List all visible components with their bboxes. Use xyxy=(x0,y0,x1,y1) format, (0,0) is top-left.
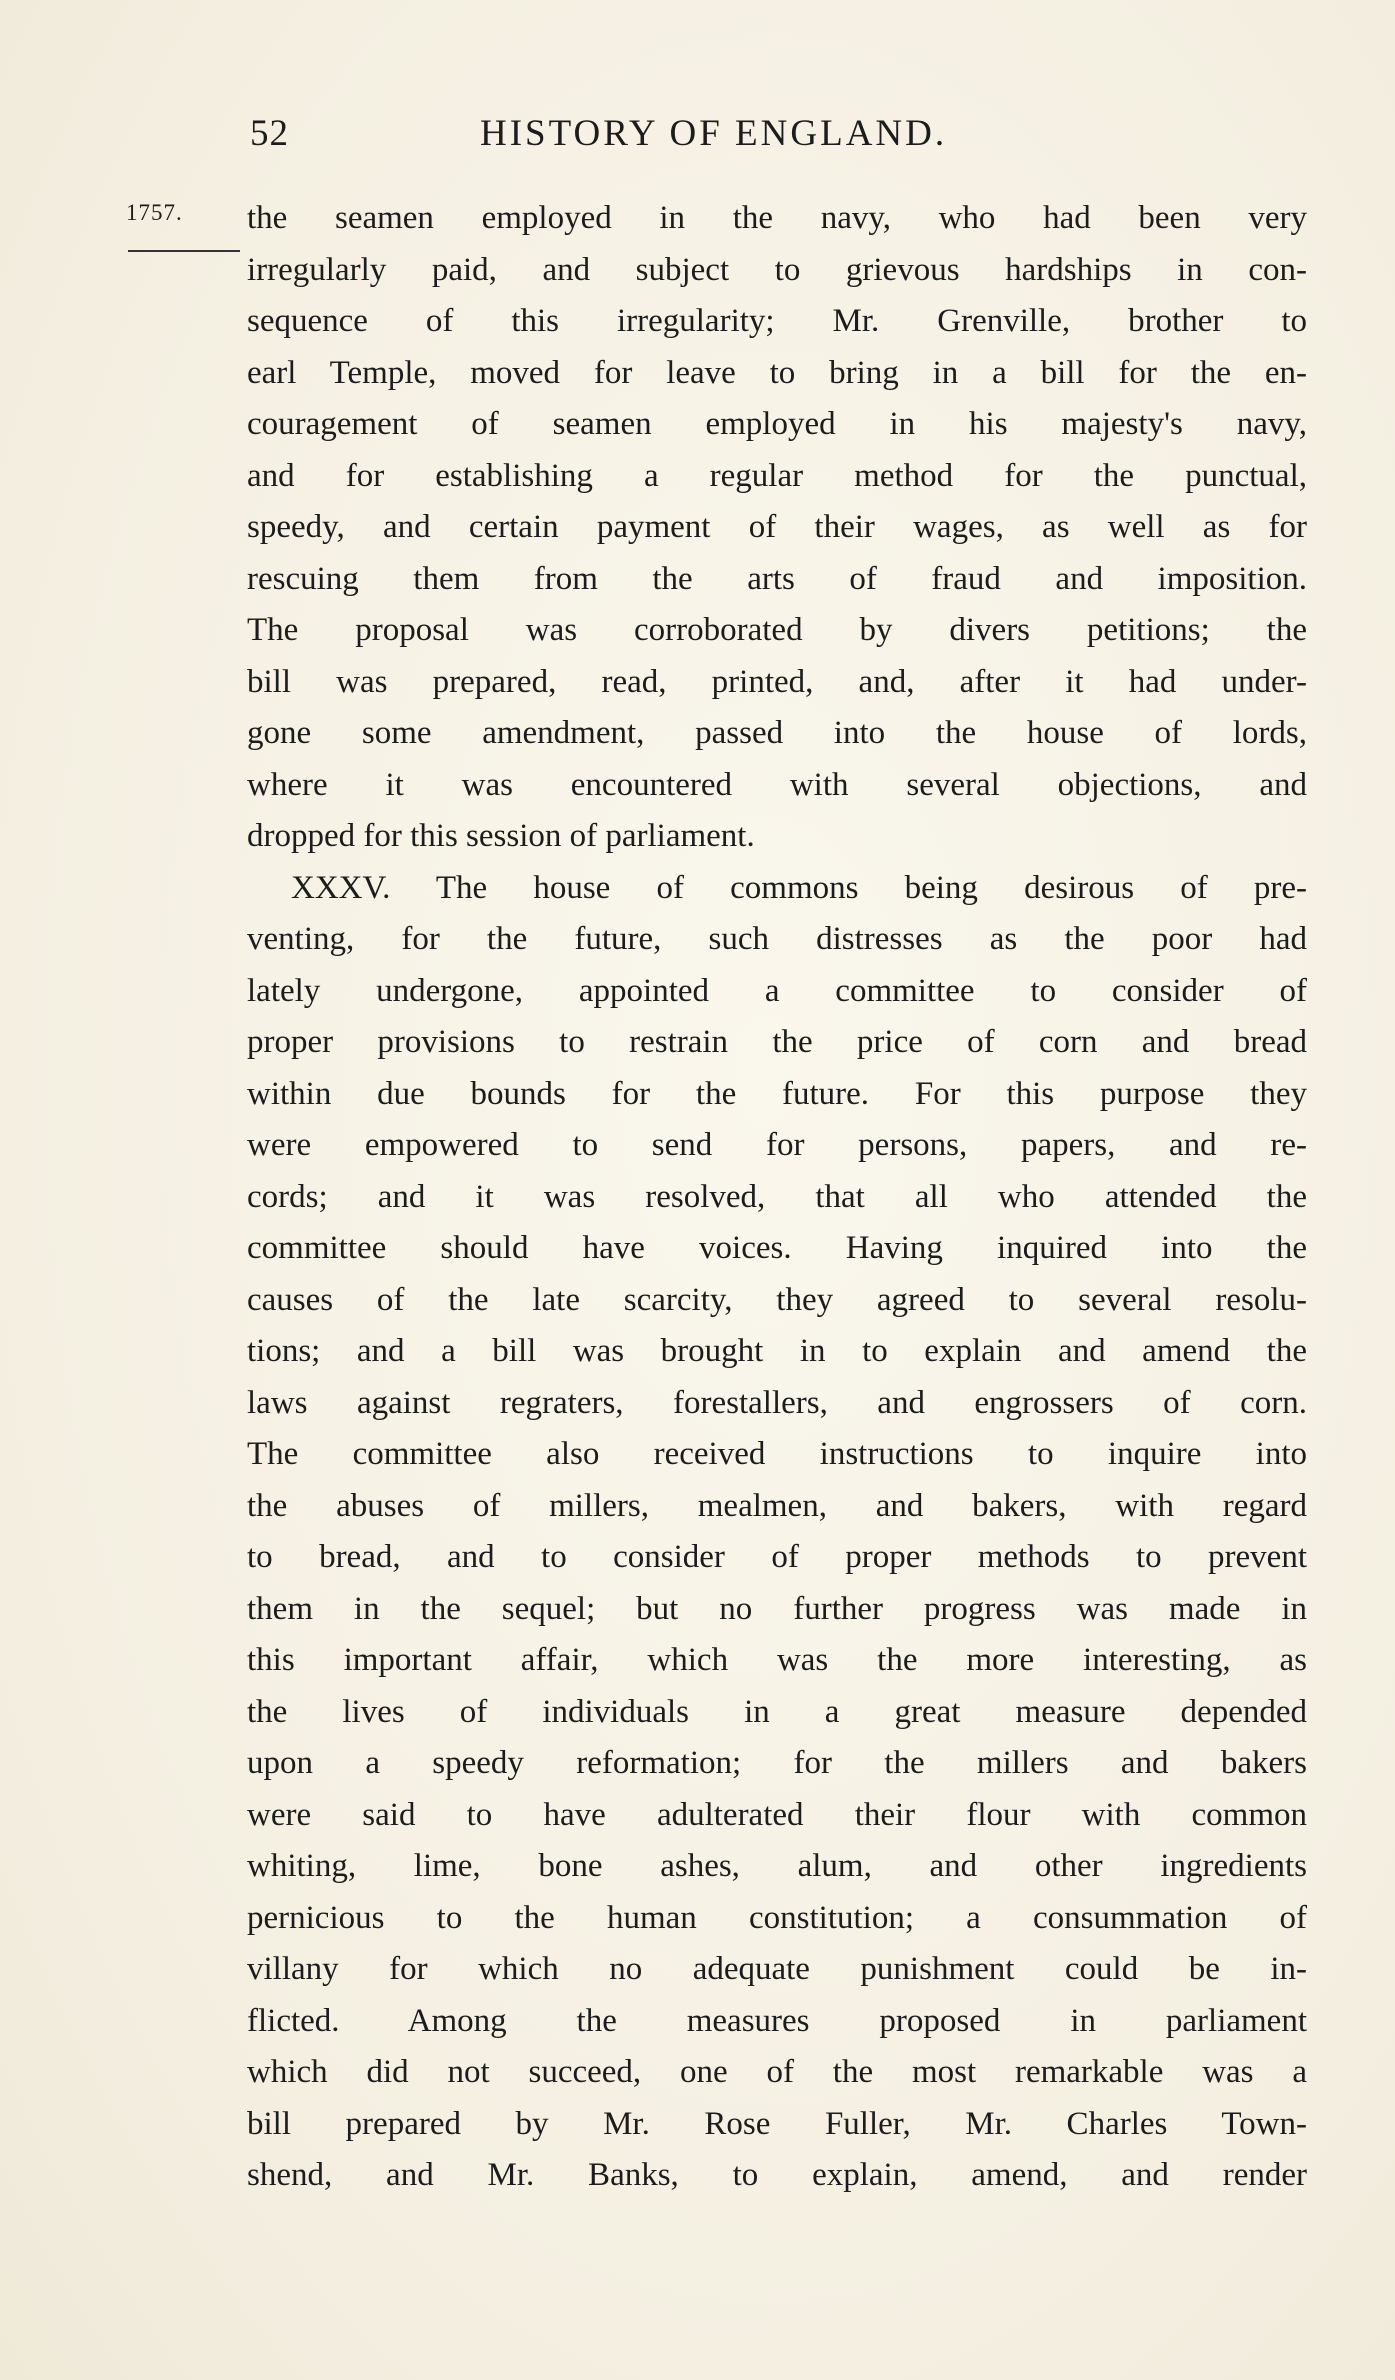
text-line: gone some amendment, passed into the house of lords, xyxy=(247,715,1307,751)
text-line: cords; and it was resolved, that all who attended the xyxy=(247,1178,1307,1215)
text-line: were said to have adulterated their flour with common xyxy=(247,1796,1307,1833)
text-line: the lives of individuals in a great measure depended xyxy=(247,1693,1307,1730)
text-line: whiting, lime, bone ashes, alum, and other ingredients xyxy=(247,1848,1307,1884)
text-line: shend, and Mr. Banks, to explain, amend, and render xyxy=(247,2157,1307,2193)
text-line: upon a speedy reformation; for the millers and bakers xyxy=(247,1745,1307,1781)
text-line: The proposal was corroborated by divers petitions; the xyxy=(247,612,1307,648)
running-title: HISTORY OF ENGLAND. xyxy=(480,113,948,154)
text-line: and for establishing a regular method for the punctual, xyxy=(247,457,1307,494)
text-line: to bread, and to consider of proper methods to prevent xyxy=(247,1539,1307,1575)
text-line: venting, for the future, such distresses as the poor had xyxy=(247,921,1307,957)
text-line: causes of the late scarcity, they agreed to several resolu- xyxy=(247,1281,1307,1318)
text-line: them in the sequel; but no further progress was made in xyxy=(247,1590,1307,1627)
text-line: villany for which no adequate punishment could be in- xyxy=(247,1951,1307,1987)
text-line: where it was encountered with several objections, and xyxy=(247,766,1307,803)
text-line: sequence of this irregularity; Mr. Grenville, brother to xyxy=(247,303,1307,339)
text-line: irregularly paid, and subject to grievous hardships in con- xyxy=(247,251,1307,288)
body-text xyxy=(247,193,1307,2202)
text-line: flicted. Among the measures proposed in parliament xyxy=(247,2002,1307,2039)
margin-year-note: 1757. xyxy=(126,200,183,225)
text-line: the abuses of millers, mealmen, and bakers, with regard xyxy=(247,1487,1307,1524)
running-head xyxy=(250,112,1080,162)
text-line: earl Temple, moved for leave to bring in a bill for the en- xyxy=(247,354,1307,391)
text-line: the seamen employed in the navy, who had been very xyxy=(247,200,1307,236)
text-line-paragraph-end: dropped for this session of parliament. xyxy=(247,818,755,854)
text-line: bill prepared by Mr. Rose Fuller, Mr. Charles Town- xyxy=(247,2105,1307,2142)
text-line: couragement of seamen employed in his majesty's navy, xyxy=(247,406,1307,442)
text-line: The committee also received instructions to inquire into xyxy=(247,1436,1307,1472)
text-line: this important affair, which was the more interesting, as xyxy=(247,1642,1307,1678)
margin-rule xyxy=(128,250,240,252)
text-line: which did not succeed, one of the most remarkable was a xyxy=(247,2054,1307,2090)
text-line: were empowered to send for persons, papers, and re- xyxy=(247,1127,1307,1163)
text-line: speedy, and certain payment of their wages, as well as for xyxy=(247,509,1307,545)
text-line: laws against regraters, forestallers, and engrossers of corn. xyxy=(247,1384,1307,1421)
text-line: proper provisions to restrain the price of corn and bread xyxy=(247,1024,1307,1060)
text-line: within due bounds for the future. For this purpose they xyxy=(247,1075,1307,1112)
text-line: lately undergone, appointed a committee to consider of xyxy=(247,972,1307,1009)
text-line: committee should have voices. Having inquired into the xyxy=(247,1230,1307,1266)
text-line: rescuing them from the arts of fraud and imposition. xyxy=(247,560,1307,597)
page-number: 52 xyxy=(250,113,289,154)
text-line: pernicious to the human constitution; a consummation of xyxy=(247,1899,1307,1936)
text-line: bill was prepared, read, printed, and, after it had under- xyxy=(247,663,1307,700)
text-line-paragraph-start: XXXV. The house of commons being desirous of pre- xyxy=(291,869,1307,906)
text-line: tions; and a bill was brought in to explain and amend the xyxy=(247,1333,1307,1369)
